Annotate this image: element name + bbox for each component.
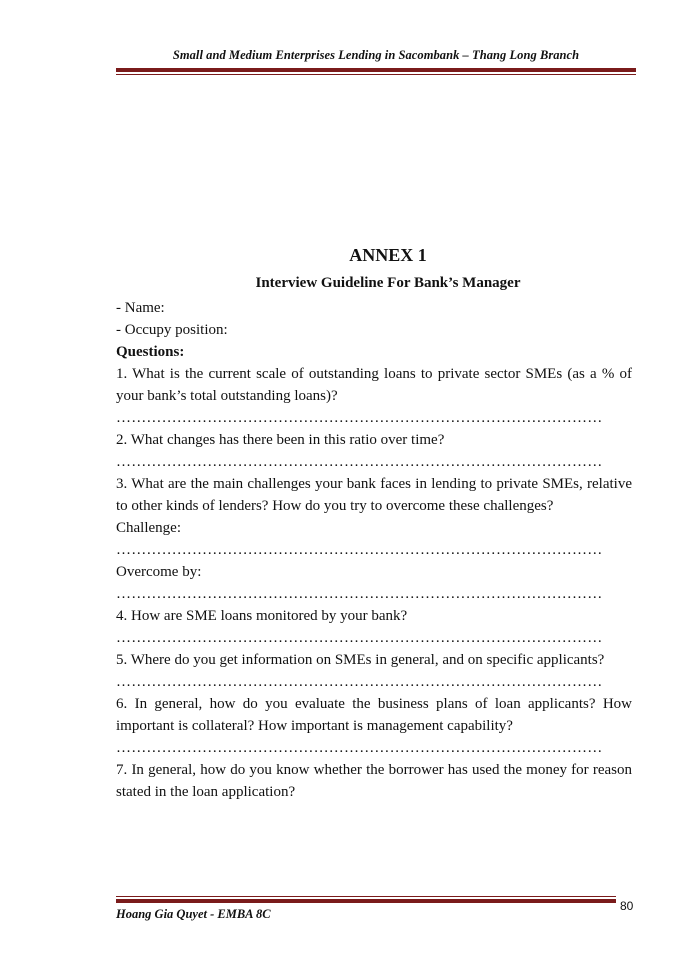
questions-heading: Questions: bbox=[116, 344, 185, 360]
running-header: Small and Medium Enterprises Lending in Sacombank – Thang Long Branch bbox=[172, 48, 580, 62]
question-6: 6. In general, how do you evaluate the business plans of loan applicants? How important is collateral? How important is management capability? bbox=[116, 696, 632, 734]
answer-line-1: …………………………………………………………………………………… bbox=[116, 410, 603, 426]
position-field-label: - Occupy position: bbox=[116, 322, 228, 338]
footer-rule bbox=[116, 896, 616, 903]
question-2: 2. What changes has there been in this ratio over time? bbox=[116, 432, 445, 448]
answer-line-challenge: …………………………………………………………………………………… bbox=[116, 542, 603, 558]
annex-title: ANNEX 1 bbox=[349, 245, 427, 265]
answer-line-5: …………………………………………………………………………………… bbox=[116, 674, 603, 690]
answer-line-2: …………………………………………………………………………………… bbox=[116, 454, 603, 470]
page-number: 80 bbox=[620, 899, 634, 913]
answer-line-6: …………………………………………………………………………………… bbox=[116, 740, 603, 756]
answer-line-overcome: …………………………………………………………………………………… bbox=[116, 586, 603, 602]
question-1: 1. What is the current scale of outstanding loans to private sector SMEs (as a % of your bank’s total outstanding loans)? bbox=[116, 366, 632, 404]
overcome-label: Overcome by: bbox=[116, 564, 202, 580]
question-3: 3. What are the main challenges your bank faces in lending to private SMEs, relative to other kinds of lenders? How do you try to overcome these challenges? bbox=[116, 476, 632, 514]
document-body bbox=[116, 243, 632, 803]
challenge-label: Challenge: bbox=[116, 520, 181, 536]
name-field-label: - Name: bbox=[116, 300, 165, 316]
document-subtitle: Interview Guideline For Bank’s Manager bbox=[255, 275, 521, 291]
question-4: 4. How are SME loans monitored by your bank? bbox=[116, 608, 408, 624]
answer-line-4: …………………………………………………………………………………… bbox=[116, 630, 603, 646]
question-5: 5. Where do you get information on SMEs in general, and on specific applicants? bbox=[116, 652, 605, 668]
header-rule bbox=[116, 68, 636, 75]
footer-author: Hoang Gia Quyet - EMBA 8C bbox=[116, 907, 271, 921]
question-7: 7. In general, how do you know whether the borrower has used the money for reason stated in the loan application? bbox=[116, 762, 632, 800]
